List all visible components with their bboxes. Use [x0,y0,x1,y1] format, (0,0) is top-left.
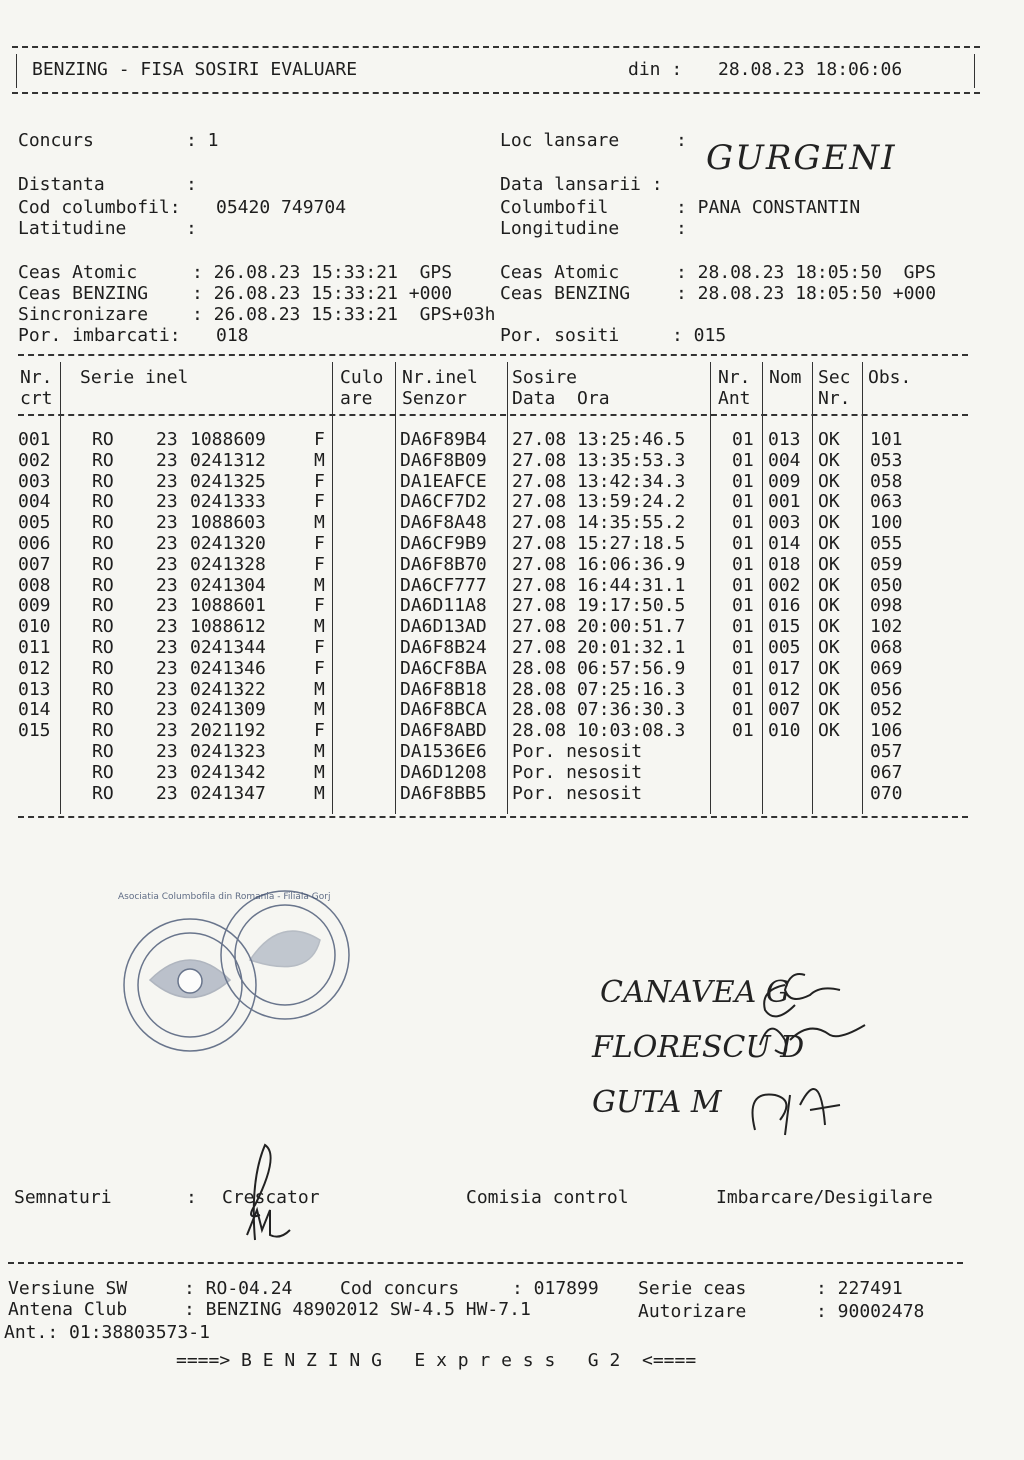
header-left-border [16,54,17,88]
cell-crt: 013 [18,678,51,700]
distanta-label: Distanta [18,174,105,195]
cell-an: 23 [156,741,178,762]
cell-sosire: 27.08 20:00:51.7 [512,616,686,638]
cell-sec: OK [818,449,840,471]
cell-sosire: 27.08 16:44:31.1 [512,574,686,596]
cell-tara: RO [92,678,114,700]
cell-senzor: DA6F8B18 [400,678,487,700]
cell-nom: 005 [768,637,801,658]
cell-sex: M [314,616,325,638]
cell-ant: 01 [732,699,754,721]
footer-rule [8,1262,963,1264]
cell-an: 23 [156,449,178,471]
sincronizare-value: : 26.08.23 15:33:21 GPS+03h [192,304,496,325]
cell-tara: RO [92,533,114,554]
semnaturi-label: Semnaturi [14,1187,112,1208]
loc-lansare-colon: : [676,130,687,151]
col-sep [332,362,333,814]
report-datetime: 28.08.23 18:06:06 [718,59,903,80]
serie-ceas-value: : 227491 [816,1278,903,1299]
cell-obs: 052 [870,699,903,721]
autorizare-value: : 90002478 [816,1301,925,1322]
cell-obs: 069 [870,657,903,679]
cell-an: 23 [156,657,178,679]
ceas-atomic-start: : 26.08.23 15:33:21 GPS [192,262,453,283]
cell-sex: M [314,574,325,596]
cell-sosire: 28.08 10:03:08.3 [512,720,686,742]
header-nom: Nom [769,367,802,388]
cell-sec: OK [818,491,840,513]
columbofil-value: : PANA CONSTANTIN [676,197,861,218]
ceas-atomic-label: Ceas Atomic [18,262,138,283]
cell-sosire: 27.08 16:06:36.9 [512,553,686,575]
cell-senzor: DA6CF9B9 [400,533,487,554]
versiune-sw-label: Versiune SW [8,1278,128,1299]
cell-tara: RO [92,595,114,617]
cell-nom: 003 [768,512,801,534]
cell-obs: 059 [870,553,903,575]
cell-nom: 007 [768,699,801,721]
cell-senzor: DA6CF8BA [400,657,487,679]
cell-inel: 0241322 [190,678,266,700]
cell-nom: 013 [768,429,801,450]
cell-sex: F [314,429,325,450]
cell-senzor: DA6F8ABD [400,720,487,742]
cell-sosire: 27.08 20:01:32.1 [512,637,686,658]
cell-tara: RO [92,637,114,658]
cell-an: 23 [156,553,178,575]
semnaturi-colon: : [186,1187,197,1208]
header-sec-nr: Nr. [818,388,851,409]
cell-inel: 1088609 [190,429,266,450]
header-top-rule [12,46,980,48]
cell-nom: 004 [768,449,801,471]
cell-senzor: DA6F8B09 [400,449,487,471]
cell-an: 23 [156,782,178,804]
document-title: BENZING - FISA SOSIRI EVALUARE [32,59,358,80]
cell-inel: 0241346 [190,657,266,679]
handwritten-name-3: GUTA M [592,1085,722,1120]
cell-nom: 018 [768,553,801,575]
cell-inel: 0241347 [190,782,266,804]
header-sec: Sec [818,367,851,388]
header-data-ora: Data Ora [512,388,610,409]
handwritten-name-1: CANAVEA G [600,975,790,1010]
cell-sec: OK [818,637,840,658]
cell-an: 23 [156,533,178,554]
cell-tara: RO [92,699,114,721]
cell-crt: 009 [18,595,51,617]
cell-crt: 006 [18,533,51,554]
stamp-text: Asociatia Columbofila din Romania - Filiala Gorj [118,892,331,902]
cell-tara: RO [92,720,114,742]
cell-crt: 004 [18,491,51,513]
cell-inel: 1088601 [190,595,266,617]
cell-sosire: 27.08 13:25:46.5 [512,429,686,450]
cell-senzor: DA6CF7D2 [400,491,487,513]
cell-sec: OK [818,720,840,742]
cell-crt: 005 [18,512,51,534]
cell-sex: F [314,595,325,617]
cod-columbofil-value: 05420 749704 [216,197,347,218]
header-nr: Nr. [20,367,53,388]
cell-ant: 01 [732,720,754,742]
cell-ant: 01 [732,616,754,638]
cell-an: 23 [156,637,178,658]
data-lansarii-label: Data lansarii : [500,174,663,195]
loc-lansare-handwritten: GURGENI [706,138,897,178]
cell-obs: 102 [870,616,903,638]
header-obs: Obs. [868,367,912,388]
header-nr-ant-2: Ant [718,388,751,409]
concurs-label: Concurs [18,130,94,151]
cell-ant: 01 [732,553,754,575]
cell-sec: OK [818,678,840,700]
cell-sex: M [314,741,325,762]
header-right-border [974,54,975,88]
cell-sec: OK [818,553,840,575]
header-bottom-rule [12,92,980,94]
crescator-label: Crescator [222,1187,320,1208]
cell-an: 23 [156,678,178,700]
imbarcati-label: Por. imbarcati: [18,325,181,346]
cell-obs: 050 [870,574,903,596]
table-top-rule [18,354,968,356]
cell-sec: OK [818,595,840,617]
col-sep [710,362,711,814]
cell-tara: RO [92,616,114,638]
col-sep [812,362,813,814]
cell-crt: 008 [18,574,51,596]
antena-club-value: : BENZING 48902012 SW-4.5 HW-7.1 [184,1299,531,1320]
cell-ant: 01 [732,429,754,450]
cell-ant: 01 [732,574,754,596]
cell-senzor: DA6F89B4 [400,429,487,450]
cell-tara: RO [92,429,114,450]
ceas-benzing-label: Ceas BENZING [18,283,149,304]
cell-sex: M [314,512,325,534]
cell-crt: 015 [18,720,51,742]
versiune-sw-value: : RO-04.24 [184,1278,293,1299]
cell-sosire: Por. nesosit [512,782,643,804]
cell-senzor: DA6F8B70 [400,553,487,575]
cell-inel: 0241304 [190,574,266,596]
imbarcati-value: 018 [216,325,249,346]
association-stamp [110,885,360,1065]
cell-tara: RO [92,449,114,471]
cell-an: 23 [156,470,178,492]
cell-obs: 070 [870,782,903,804]
cell-inel: 0241323 [190,741,266,762]
cell-sex: M [314,782,325,804]
sositi-value: : 015 [672,325,727,346]
longitudine-label: Longitudine [500,218,620,239]
cell-an: 23 [156,595,178,617]
cell-nom: 009 [768,470,801,492]
cell-sec: OK [818,574,840,596]
cell-crt: 011 [18,637,51,658]
cell-an: 23 [156,699,178,721]
cell-obs: 106 [870,720,903,742]
cell-senzor: DA6D1208 [400,761,487,783]
cell-sosire: Por. nesosit [512,741,643,762]
header-senzor: Senzor [402,388,468,409]
cell-tara: RO [92,761,114,783]
autorizare-label: Autorizare [638,1301,747,1322]
cod-columbofil-label: Cod columbofil: [18,197,181,218]
cell-an: 23 [156,574,178,596]
cell-crt: 002 [18,449,51,471]
cell-crt: 007 [18,553,51,575]
header-sosire: Sosire [512,367,578,388]
cell-senzor: DA6F8BCA [400,699,487,721]
cell-obs: 067 [870,761,903,783]
cell-crt: 012 [18,657,51,679]
cell-crt: 001 [18,429,51,450]
cell-nom: 012 [768,678,801,700]
imbarcare-desigilare-label: Imbarcare/Desigilare [716,1187,933,1208]
cell-sex: F [314,657,325,679]
latitudine-label: Latitudine [18,218,127,239]
cell-inel: 0241320 [190,533,266,554]
header-nr-inel: Nr.inel [402,367,478,388]
concurs-value: : 1 [186,130,219,151]
cell-sex: F [314,553,325,575]
serie-ceas-label: Serie ceas [638,1278,747,1299]
cell-crt: 003 [18,470,51,492]
cell-nom: 001 [768,491,801,513]
cell-nom: 016 [768,595,801,617]
cell-tara: RO [92,491,114,513]
header-culo: Culo [340,367,384,388]
cell-an: 23 [156,720,178,742]
header-are: are [340,388,373,409]
cell-ant: 01 [732,595,754,617]
cell-nom: 014 [768,533,801,554]
header-nr-ant-1: Nr. [718,367,751,388]
cell-senzor: DA6F8BB5 [400,782,487,804]
cell-ant: 01 [732,533,754,554]
cell-tara: RO [92,470,114,492]
cell-inel: 2021192 [190,720,266,742]
header-crt: crt [20,388,53,409]
din-label: din : [628,59,683,80]
cell-sex: F [314,491,325,513]
ceas-benzing-label-2: Ceas BENZING [500,283,631,304]
cell-tara: RO [92,574,114,596]
col-sep [762,362,763,814]
cell-inel: 0241309 [190,699,266,721]
cell-an: 23 [156,761,178,783]
cell-ant: 01 [732,637,754,658]
cell-senzor: DA6D13AD [400,616,487,638]
cell-tara: RO [92,657,114,679]
cell-sosire: 28.08 07:36:30.3 [512,699,686,721]
col-sep [507,362,508,814]
cell-inel: 1088603 [190,512,266,534]
cell-tara: RO [92,512,114,534]
cell-sosire: Por. nesosit [512,761,643,783]
col-sep [395,362,396,814]
cell-ant: 01 [732,470,754,492]
distanta-value: : [186,174,197,195]
loc-lansare-label: Loc lansare [500,130,620,151]
ceas-atomic-end: : 28.08.23 18:05:50 GPS [676,262,937,283]
cod-concurs-label: Cod concurs [340,1278,460,1299]
cell-sex: F [314,720,325,742]
handwritten-name-2: FLORESCU D [592,1030,805,1065]
cell-nom: 002 [768,574,801,596]
cell-tara: RO [92,782,114,804]
cell-inel: 0241342 [190,761,266,783]
cell-crt: 010 [18,616,51,638]
cell-tara: RO [92,553,114,575]
cell-sosire: 27.08 13:35:53.3 [512,449,686,471]
cell-obs: 053 [870,449,903,471]
cell-sec: OK [818,512,840,534]
cell-inel: 1088612 [190,616,266,638]
cell-senzor: DA6CF777 [400,574,487,596]
cell-an: 23 [156,512,178,534]
cell-sex: F [314,533,325,554]
cell-sex: M [314,678,325,700]
cell-sosire: 27.08 13:42:34.3 [512,470,686,492]
cell-sosire: 27.08 14:35:55.2 [512,512,686,534]
cell-sosire: 27.08 13:59:24.2 [512,491,686,513]
cell-obs: 098 [870,595,903,617]
cell-inel: 0241312 [190,449,266,471]
cell-sec: OK [818,533,840,554]
cell-sec: OK [818,616,840,638]
cell-nom: 010 [768,720,801,742]
cell-crt: 014 [18,699,51,721]
latitudine-value: : [186,218,197,239]
cell-inel: 0241328 [190,553,266,575]
cell-obs: 101 [870,429,903,450]
table-header-rule [18,414,968,416]
cell-tara: RO [92,741,114,762]
cell-an: 23 [156,616,178,638]
cell-an: 23 [156,491,178,513]
signatures-scribble [730,955,880,1155]
ceas-benzing-end: : 28.08.23 18:05:50 +000 [676,283,937,304]
cell-ant: 01 [732,657,754,679]
cell-sex: M [314,761,325,783]
cell-sex: F [314,470,325,492]
col-sep [60,362,61,814]
cell-senzor: DA6F8A48 [400,512,487,534]
cell-nom: 017 [768,657,801,679]
cell-inel: 0241333 [190,491,266,513]
cell-sex: M [314,699,325,721]
cell-senzor: DA1536E6 [400,741,487,762]
cell-senzor: DA6F8B24 [400,637,487,658]
longitudine-value: : [676,218,687,239]
cell-sec: OK [818,470,840,492]
ceas-atomic-label-2: Ceas Atomic [500,262,620,283]
columbofil-label: Columbofil [500,197,609,218]
cell-sec: OK [818,429,840,450]
cell-ant: 01 [732,449,754,471]
cell-ant: 01 [732,678,754,700]
cell-sosire: 27.08 19:17:50.5 [512,595,686,617]
comisia-control-label: Comisia control [466,1187,629,1208]
crescator-signature [225,1140,305,1250]
cell-obs: 057 [870,741,903,762]
benzing-banner: ====> B E N Z I N G E x p r e s s G 2 <==== [176,1350,697,1371]
cell-obs: 056 [870,678,903,700]
cell-sosire: 28.08 06:57:56.9 [512,657,686,679]
cell-senzor: DA1EAFCE [400,470,487,492]
ceas-benzing-start: : 26.08.23 15:33:21 +000 [192,283,453,304]
ant-value: Ant.: 01:38803573-1 [4,1322,210,1343]
sositi-label: Por. sositi [500,325,620,346]
col-sep [862,362,863,814]
cell-sex: F [314,637,325,658]
header-serie-inel: Serie inel [80,367,189,388]
cell-sec: OK [818,657,840,679]
cell-obs: 100 [870,512,903,534]
cell-sec: OK [818,699,840,721]
cell-sosire: 28.08 07:25:16.3 [512,678,686,700]
cell-obs: 068 [870,637,903,658]
table-bottom-rule [18,816,968,818]
cod-concurs-value: : 017899 [512,1278,599,1299]
cell-sosire: 27.08 15:27:18.5 [512,533,686,554]
cell-obs: 063 [870,491,903,513]
cell-an: 23 [156,429,178,450]
sincronizare-label: Sincronizare [18,304,149,325]
cell-obs: 055 [870,533,903,554]
cell-inel: 0241344 [190,637,266,658]
cell-ant: 01 [732,512,754,534]
antena-club-label: Antena Club [8,1299,128,1320]
cell-nom: 015 [768,616,801,638]
cell-inel: 0241325 [190,470,266,492]
cell-obs: 058 [870,470,903,492]
cell-senzor: DA6D11A8 [400,595,487,617]
cell-ant: 01 [732,491,754,513]
cell-sex: M [314,449,325,471]
